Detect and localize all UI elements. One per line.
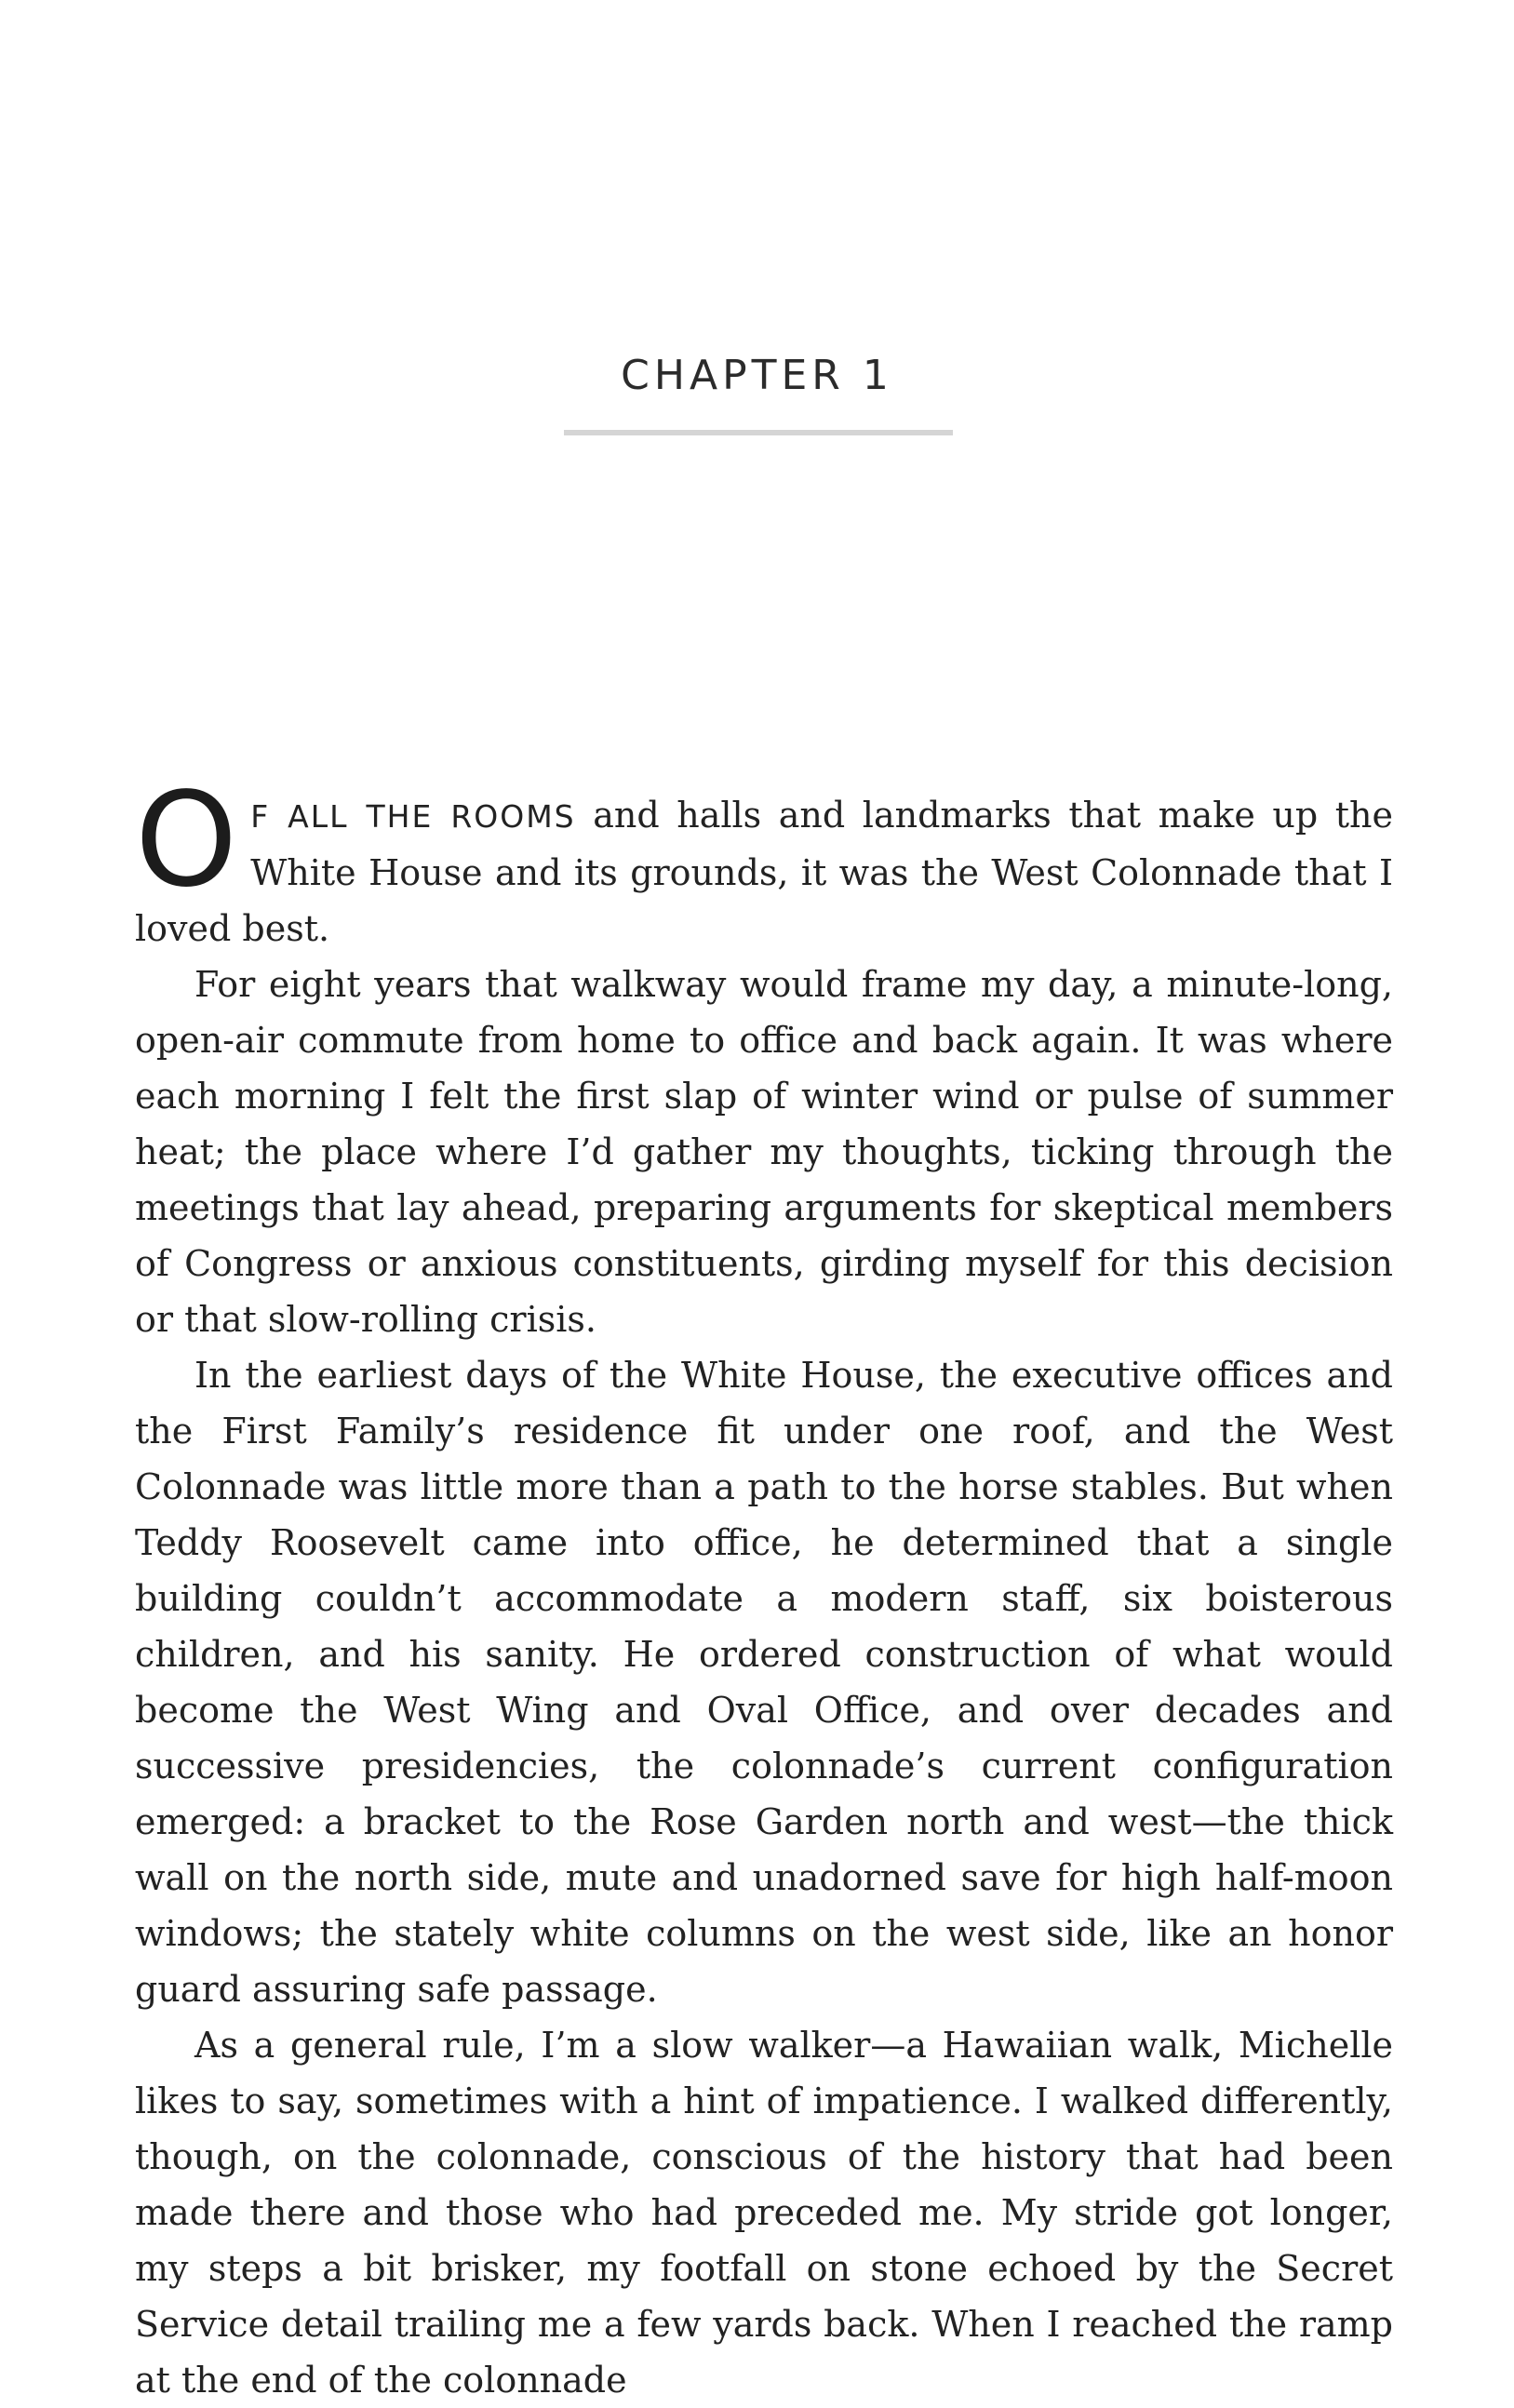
paragraph-colonnade-commute: For eight years that walkway would frame my day, a minute-long, open-air commute from home to office and back again. It was where each morning I felt the first slap of winter wind or pulse of summer heat; the place where I’d gather my thoughts, ticking through the meetings that lay ahead, preparing arguments for skeptical members of Congress or anxious constituents, girding myself for this decision or that slow-rolling crisis.: [135, 964, 1393, 1340]
drop-cap-letter: O: [135, 765, 238, 916]
chapter-underline-rule: [564, 430, 953, 435]
opening-paragraph-text: and halls and landmarks that make up the White House and its grounds, it was the West Colonnade that I loved best.: [135, 795, 1393, 949]
lead-in-small-caps: F ALL THE ROOMS: [250, 798, 576, 835]
opening-paragraph: [135, 765, 1393, 957]
paragraph-west-wing-history: In the earliest days of the White House, the executive offices and the First Family’s residence fit under one roof, and the West Colonnade was little more than a path to the horse stables. But when Teddy Roosevelt came into office, he determined that a single building couldn’t accommodate a modern staff, six boisterous children, and his sanity. He ordered construction of what would become the West Wing and Oval Office, and over decades and successive presidencies, the colonnade’s current configuration emerged: a bracket to the Rose Garden north and west—the thick wall on the north side, mute and unadorned save for high half-moon windows; the stately white columns on the west side, like an honor guard assuring safe passage.: [135, 1355, 1393, 2010]
paragraph-slow-walker: As a general rule, I’m a slow walker—a Hawaiian walk, Michelle likes to say, sometimes with a hint of impatience. I walked differently, though, on the colonnade, conscious of the history that had been made there and those who had preceded me. My stride got longer, my steps a bit brisker, my footfall on stone echoed by the Secret Service detail trailing me a few yards back. When I reached the ramp at the end of the colonnade: [135, 2025, 1393, 2401]
chapter-body-text: [135, 765, 1393, 2408]
chapter-heading: CHAPTER 1: [621, 352, 893, 399]
